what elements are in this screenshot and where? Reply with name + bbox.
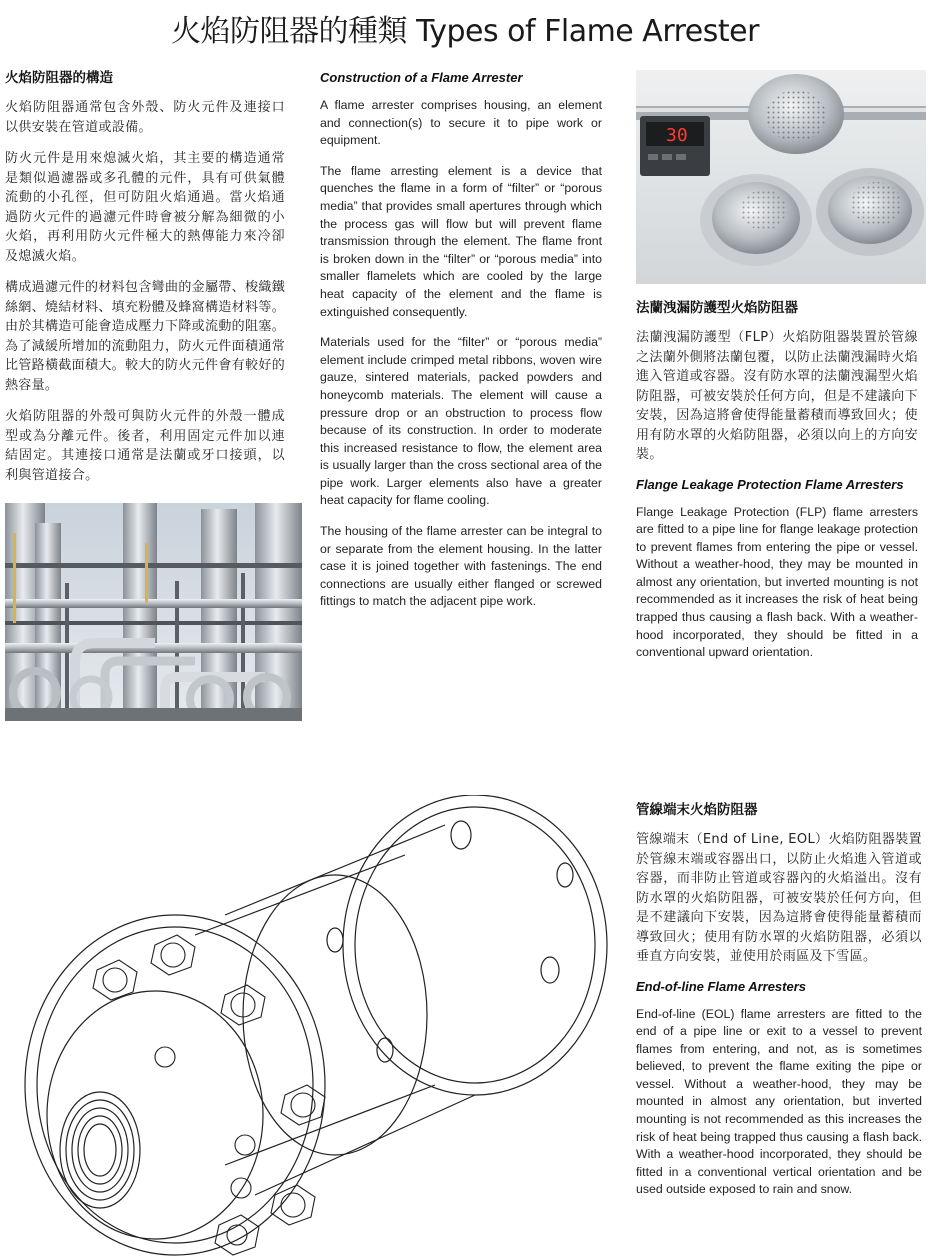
construction-en-heading: Construction of a Flame Arrester <box>320 70 523 85</box>
construction-zh-heading: 火焰防阻器的構造 <box>5 70 113 86</box>
construction-en-section <box>320 70 602 624</box>
device-display-reading: 30 <box>666 125 688 146</box>
construction-zh-para-3: 構成過濾元件的材料包含彎曲的金屬帶、梭織鐵絲網、燒結材料、填充粉體及蜂窩構造材料等。由於其構造可能會造成壓力下降或流動的阻塞。為了減緩所增加的流動阻力，防火元件面積通常比管路橫截面積大。較大的防火元件會有較好的熱容量。 <box>5 280 285 393</box>
construction-en-para-4: The housing of the flame arrester can be integral to or separate from the element housing. In the latter case it is joined together with fastenings. The end connections are usually either flanged or screwed fittings to match the adjacent pipe work. <box>320 524 602 609</box>
construction-en-para-2: The flame arresting element is a device that quenches the flame in a form of “filter” or “porous media” that provides small apertures through which the process gas will flow but will prevent flame transmission through the element. The flame front is broken down in the “filter” or “porous media” into smaller flamelets which are cooled by the large heat capacity of the element and the flame is extinguished consequently. <box>320 163 602 319</box>
page-title: 火焰防阻器的種類 Types of Flame Arrester <box>171 14 759 49</box>
eol-section <box>636 798 922 1212</box>
construction-zh-section <box>5 66 285 497</box>
eol-en-heading: End-of-line Flame Arresters <box>636 978 807 994</box>
eol-zh-heading: 管線端末火焰防阻器 <box>636 802 758 818</box>
construction-zh-para-4: 火焰防阻器的外殼可與防火元件的外殼一體成型或為分離元件。後者，利用固定元件加以連結固定。其連接口通常是法蘭或牙口接頭，以利與管道接合。 <box>5 409 285 483</box>
eol-zh-para: 管線端末（End of Line, EOL）火焰防阻器裝置於管線末端或容器出口，以防止火焰進入管道或容器，而非防止管道或容器內的火焰溢出。沒有防水罩的火焰防阻器，可被安裝於任何方向，但是不建議向下安裝，因為這將會使得能量蓄積而導致回火；使用有防水罩的火焰防阻器，必須以垂直方向安裝，並使用於雨區及下雪區。 <box>636 832 922 964</box>
construction-en-para-1: A flame arrester comprises housing, an element and connection(s) to secure it to pipe work or equipment. <box>320 98 602 148</box>
flp-device-photo <box>636 70 926 284</box>
flp-section <box>636 296 918 675</box>
flame-arrester-line-drawing <box>5 795 617 1257</box>
construction-en-para-3: Materials used for the “filter” or “porous media” element include crimped metal ribbons, woven wire gauze, sintered materials, packed powders and honeycomb materials. The element will cause a pressure drop or an obstruction to process flow because of its construction. In order to moderate this increased resistance to flow, the element area is usually larger than the cross sectional area of the pipe work. Larger elements also have a greater heat capacity for flame cooling. <box>320 335 602 508</box>
refinery-photo <box>5 503 302 721</box>
flp-en-para: Flange Leakage Protection (FLP) flame arresters are fitted to a pipe line for flange leakage protection to prevent flames from entering the pipe or vessel. Without a weather-hood, they may be mounted in almost any orientation, but inverted mounting is not recommended as it increases the risk of heat being trapped thus causing a flash back. With a weather-hood incorporated, they should be fitted in a conventional upward orientation. <box>636 504 918 660</box>
construction-zh-para-1: 火焰防阻器通常包含外殼、防火元件及連接口以供安裝在管道或設備。 <box>5 100 285 135</box>
flp-en-heading: Flange Leakage Protection Flame Arresters <box>636 476 904 492</box>
construction-zh-para-2: 防火元件是用來熄滅火焰，其主要的構造通常是類似過濾器或多孔體的元件，具有可供氣體流動的小孔徑，但可防阻火焰通過。當火焰通過防火元件的過濾元件時會被分解為細微的小火焰，再利用防火元件極大的熱傳能力來冷卻及熄滅火焰。 <box>5 151 285 264</box>
eol-en-para: End-of-line (EOL) flame arresters are fitted to the end of a pipe line or exit to a vessel to prevent flames from entering, and not, as is sometimes believed, to prevent the flame exiting the pipe or vessel. Without a weather-hood, they may be mounted in almost any orientation, but inverted mounting is not recommended as this increases the risk of heat being trapped thus causing a flash back. With a weather-hood incorporated, they should be fitted in a conventional vertical orientation and be used outside exposed to rain and snow. <box>636 1006 922 1197</box>
flp-zh-para: 法蘭洩漏防護型（FLP）火焰防阻器裝置於管線之法蘭外側將法蘭包覆，以防止法蘭洩漏時火焰進入管道或容器。沒有防水罩的法蘭洩漏型火焰防阻器，可被安裝於任何方向，但是不建議向下安裝，因為這將會使得能量蓄積而導致回火；使用有防水罩的火焰防阻器，必須以向上的方向安裝。 <box>636 330 918 462</box>
flp-zh-heading: 法蘭洩漏防護型火焰防阻器 <box>636 300 798 316</box>
